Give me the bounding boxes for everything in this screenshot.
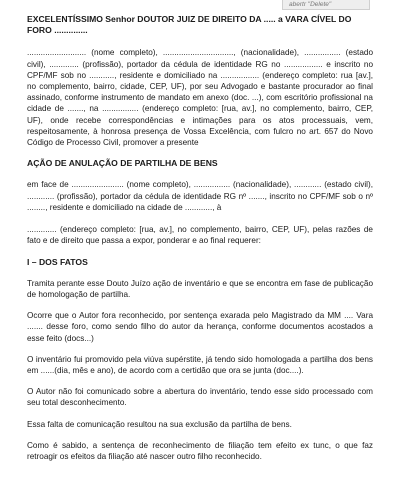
action-title: AÇÃO DE ANULAÇÃO DE PARTILHA DE BENS	[27, 158, 218, 169]
intro-paragraph: .......................... (nome completo), ..............................., (nacionalidade), ................ (estado civil), ............. (profissão), portador da cédula de identidade RG no ................. e inscrito no CPF/MF sob no ..........., residente e domiciliado na ................. (endereço completo: rua [av.], no complemento, bairro, cidade, CEP, UF), por seu Advogado e bastante procurador ao final assinado, conforme instrumento de mandato em anexo (doc. ...), com escritório profissional na cidade de ......., na ................ (endereço completo: [rua, av.], no complemento, bairro, CEP, UF), onde recebe correspondências e intimações para os atos processuais, vem, respeitosamente, à honrosa presença de Vossa Excelência, com fulcro no art. 657 do Novo Código de Processo Civil, promover a presente	[27, 48, 373, 148]
facts-paragraph: Essa falta de comunicação resultou na sua exclusão da partilha de bens.	[27, 419, 292, 429]
document-header: EXCELENTÍSSIMO Senhor DOUTOR JUIZ DE DIREITO DA ..... a VARA CÍVEL DO FORO ..............	[27, 14, 352, 36]
defendant-paragraph: em face de ....................... (nome completo), ................ (nacionalidade), ............ (estado civil), ............ (profissão), portador da cédula de identidade RG nº ......., inscrito no CPF/MF sob o nº ........, residente e domiciliado na cidade de ............, à ............. (endereço completo: [rua, av.], no complemento, bairro, CEP, UF), pelas razões de fato e de direito que passa a expor, ponderar e ao final requerer:	[27, 180, 373, 246]
corner-tag: abertr "Delete"	[282, 0, 370, 10]
section-title: I – DOS FATOS	[27, 256, 88, 267]
facts-paragraph: Ocorre que o Autor fora reconhecido, por sentença exarada pelo Magistrado da MM .... Vara ....... desse foro, como sendo filho do autor da herança, conforme documentos acostados a esse feito (docs...)	[27, 311, 373, 343]
facts-paragraph: Tramita perante esse Douto Juízo ação de inventário e que se encontra em fase de publicação de homologação de partilha.	[27, 278, 373, 300]
facts-paragraph: Como é sabido, a sentença de reconhecimento de filiação tem efeito ex tunc, o que faz retroagir os efeitos da filiação até nascer outro filho reconhecido.	[27, 440, 373, 462]
facts-paragraph: O inventário fui promovido pela viúva supérstite, já tendo sido homologada a partilha dos bens em ......(dia, mês e ano), de acordo com a certidão que ora se junta (doc....).	[27, 354, 373, 376]
facts-paragraph: O Autor não foi comunicado sobre a abertura do inventário, tendo esse sido processado com seu total desconhecimento.	[27, 387, 373, 408]
document-page	[27, 14, 373, 462]
